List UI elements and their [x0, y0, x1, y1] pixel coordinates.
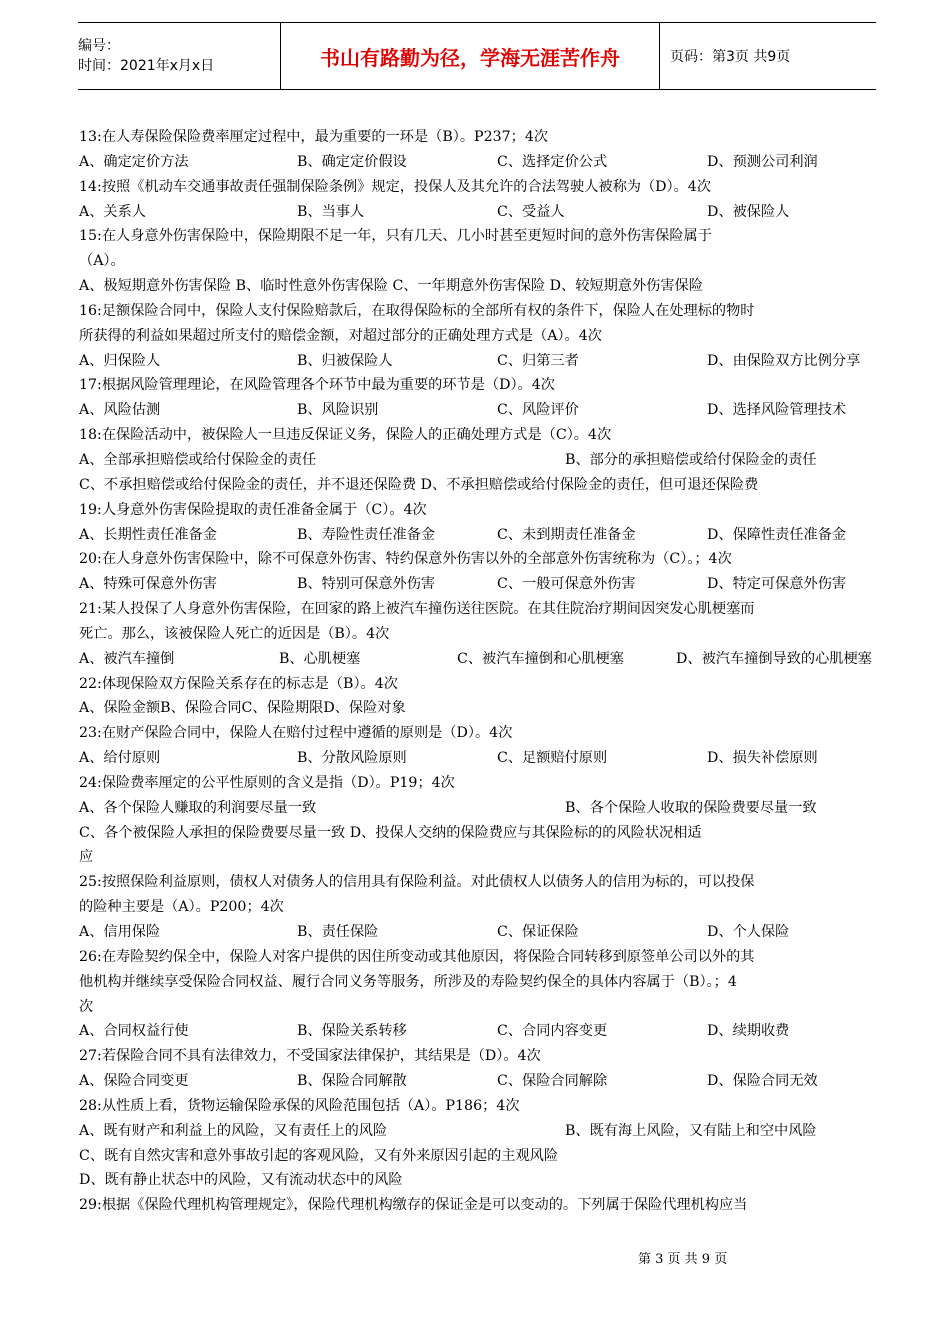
text-line: 24:保险费率厘定的公平性原则的含义是指（D）。P19；4次 — [79, 774, 455, 791]
options-row — [79, 150, 884, 175]
option-item: A、关系人 — [79, 203, 146, 220]
header-left — [78, 23, 281, 90]
option-item: D、特定可保意外伤害 — [707, 576, 847, 593]
text-line: 14:按照《机动车交通事故责任强制保险条例》规定，投保人及其允许的合法驾驶人被称为（D）。4次 — [79, 178, 712, 195]
options-row — [79, 1069, 884, 1094]
option-item: D、损失补偿原则 — [707, 750, 818, 767]
option-item: B、保险关系转移 — [297, 1023, 407, 1040]
option-item: B、分散风险原则 — [297, 750, 407, 767]
option-item: C、风险评价 — [497, 402, 579, 419]
text-line: 17:根据风险管理理论，在风险管理各个环节中最为重要的环节是（D）。4次 — [79, 377, 555, 394]
text-line: 26:在寿险契约保全中，保险人对客户提供的因住所变动或其他原因，将保险合同转移到原签单公司以外的其 — [79, 948, 755, 965]
text-line: C、不承担赔偿或给付保险金的责任，并不退还保险费 D、不承担赔偿或给付保险金的责任，但可退还保险费 — [79, 476, 759, 493]
options-row — [79, 200, 884, 225]
option-item: D、保险合同无效 — [707, 1073, 818, 1090]
text-line: 21:某人投保了人身意外伤害保险，在回家的路上被汽车撞伤送往医院。在其住院治疗期间因突发心肌梗塞而 — [79, 601, 755, 618]
option-item: D、由保险双方比例分享 — [707, 352, 861, 369]
option-item: C、归第三者 — [497, 352, 579, 369]
option-item: A、被汽车撞倒 — [79, 650, 175, 667]
options-row — [79, 796, 884, 821]
option-item: B、当事人 — [297, 203, 365, 220]
options-row — [79, 572, 884, 597]
option-item: C、被汽车撞倒和心肌梗塞 — [457, 650, 624, 667]
text-line: 23:在财产保险合同中，保险人在赔付过程中遵循的原则是（D）。4次 — [79, 725, 513, 742]
option-item: B、确定定价假设 — [297, 153, 407, 170]
option-item: D、个人保险 — [707, 924, 790, 940]
option-item: B、特别可保意外伤害 — [297, 576, 436, 593]
option-item: A、各个保险人赚取的利润要尽量一致 — [79, 799, 317, 816]
page-header — [78, 22, 876, 90]
option-item: B、归被保险人 — [297, 352, 393, 369]
option-item: D、选择风险管理技术 — [707, 402, 847, 419]
text-line: 27:若保险合同不具有法律效力，不受国家法律保护，其结果是（D）。4次 — [79, 1048, 541, 1065]
text-line: 死亡。那么，该被保险人死亡的近因是（B）。4次 — [79, 625, 390, 642]
options-row — [79, 1019, 884, 1044]
option-item: A、特殊可保意外伤害 — [79, 576, 217, 593]
options-row — [79, 523, 884, 548]
text-line: 所获得的利益如果超过所支付的赔偿金额，对超过部分的正确处理方式是（A）。4次 — [79, 327, 602, 344]
option-item: A、长期性责任准备金 — [79, 526, 217, 543]
option-item: D、保障性责任准备金 — [707, 526, 847, 543]
text-line: 他机构并继续享受保险合同权益、履行合同义务等服务，所涉及的寿险契约保全的具体内容属于（B）。；4 — [79, 973, 737, 990]
text-line: （A）。 — [79, 253, 125, 270]
option-item: A、确定定价方法 — [79, 153, 189, 170]
text-line: A、极短期意外伤害保险 B、临时性意外伤害保险 C、一年期意外伤害保险 D、较短期意外伤害保险 — [79, 278, 703, 295]
option-item: A、合同权益行使 — [79, 1023, 189, 1040]
option-item: A、全部承担赔偿或给付保险金的责任 — [79, 451, 317, 468]
text-line: 13:在人寿保险保险费率厘定过程中，最为重要的一环是（B）。P237；4次 — [79, 129, 549, 145]
text-line: A、保险金额B、保险合同C、保险期限D、保险对象 — [79, 700, 406, 717]
text-line: C、各个被保险人承担的保险费要尽量一致 D、投保人交纳的保险费应与其保险标的的风险状况相适 — [79, 824, 702, 841]
text-line: C、既有自然灾害和意外事故引起的客观风险，又有外来原因引起的主观风险 — [79, 1147, 559, 1164]
option-item: B、部分的承担赔偿或给付保险金的责任 — [565, 451, 817, 468]
time-label: 时间：2021年x月x日 — [78, 58, 215, 74]
option-item: C、一般可保意外伤害 — [497, 576, 636, 593]
option-item: D、被汽车撞倒导致的心肌梗塞 — [676, 650, 872, 667]
option-item: B、风险识别 — [297, 402, 379, 419]
options-row — [79, 746, 884, 771]
option-item: A、既有财产和利益上的风险，又有责任上的风险 — [79, 1122, 388, 1139]
option-item: B、心肌梗塞 — [279, 650, 361, 667]
options-row — [79, 920, 884, 945]
option-item: A、信用保险 — [79, 924, 161, 940]
text-line: 25:按照保险利益原则，债权人对债务人的信用具有保险利益。对此债权人以债务人的信用为标的，可以投保 — [79, 874, 755, 891]
option-item: B、既有海上风险，又有陆上和空中风险 — [565, 1122, 817, 1139]
option-item: D、续期收费 — [707, 1023, 790, 1040]
options-row — [79, 398, 884, 423]
option-item: C、选择定价公式 — [497, 153, 608, 170]
options-row — [79, 349, 884, 374]
option-item: C、受益人 — [497, 203, 565, 220]
options-row — [79, 1119, 884, 1144]
option-item: D、被保险人 — [707, 203, 790, 220]
text-line: 29:根据《保险代理机构管理规定》，保险代理机构缴存的保证金是可以变动的。下列属于保险代理机构应当 — [79, 1197, 748, 1214]
option-item: A、保险合同变更 — [79, 1073, 189, 1090]
text-line: 22:体现保险双方保险关系存在的标志是（B）。4次 — [79, 675, 398, 692]
option-item: A、归保险人 — [79, 352, 161, 369]
document-body — [79, 125, 884, 1218]
text-line: D、既有静止状态中的风险，又有流动状态中的风险 — [79, 1172, 403, 1189]
text-line: 19:人身意外伤害保险提取的责任准备金属于（C）。4次 — [79, 501, 427, 518]
option-item: B、寿险性责任准备金 — [297, 526, 436, 543]
option-item: C、合同内容变更 — [497, 1023, 608, 1040]
option-item: A、给付原则 — [79, 750, 161, 767]
text-line: 的险种主要是（A）。P200；4次 — [79, 899, 284, 916]
option-item: C、未到期责任准备金 — [497, 526, 636, 543]
text-line: 28:从性质上看，货物运输保险承保的风险范围包括（A）。P186；4次 — [79, 1097, 520, 1114]
option-item: B、保险合同解散 — [297, 1073, 407, 1090]
option-item: C、保证保险 — [497, 924, 579, 940]
option-item: B、各个保险人收取的保险费要尽量一致 — [565, 799, 817, 816]
text-line: 18:在保险活动中，被保险人一旦违反保证义务，保险人的正确处理方式是（C）。4次 — [79, 427, 612, 444]
text-line: 20:在人身意外伤害保险中，除不可保意外伤害、特约保意外伤害以外的全部意外伤害统称为（C）。；4次 — [79, 551, 732, 568]
option-item: C、保险合同解除 — [497, 1073, 608, 1090]
options-row — [79, 647, 884, 672]
option-item: A、风险估测 — [79, 402, 161, 419]
text-line: 16:足额保险合同中，保险人支付保险赔款后，在取得保险标的全部所有权的条件下，保险人在处理标的物时 — [79, 302, 755, 319]
option-item: D、预测公司利润 — [707, 153, 818, 170]
text-line: 应 — [79, 849, 94, 866]
text-line: 次 — [79, 998, 94, 1015]
header-page-info: 页码：第3页 共9页 — [660, 23, 877, 90]
number-label: 编号： — [78, 38, 120, 54]
option-item: B、责任保险 — [297, 924, 379, 940]
header-motto: 书山有路勤为径，学海无涯苦作舟 — [281, 23, 660, 90]
footer-page-number: 第 3 页 共 9 页 — [638, 1252, 728, 1267]
text-line: 15:在人身意外伤害保险中，保险期限不足一年，只有几天、几小时甚至更短时间的意外伤害保险属于 — [79, 228, 712, 245]
option-item: C、足额赔付原则 — [497, 750, 608, 767]
options-row — [79, 448, 884, 473]
